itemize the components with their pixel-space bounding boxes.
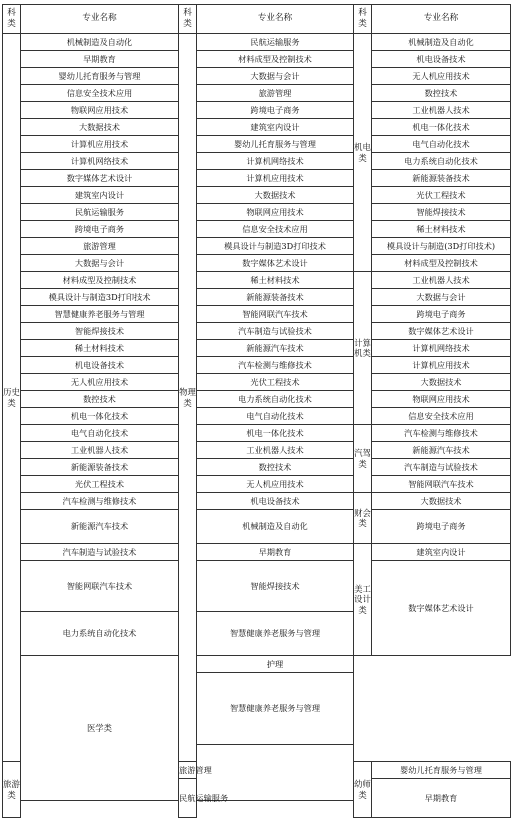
table-row: [3, 391, 511, 408]
category-cell: 计算机类: [354, 272, 372, 425]
major-name-cell: 汽车检测与维修技术: [21, 493, 179, 510]
major-name-cell: 机械制造及自动化: [197, 510, 354, 544]
major-table: [2, 4, 511, 835]
major-name-cell: 无人机应用技术: [21, 374, 179, 391]
major-name-cell: 跨境电子商务: [372, 306, 511, 323]
major-name-cell: 大数据技术: [197, 187, 354, 204]
header-major-name: 专业名称: [197, 5, 354, 34]
major-name-cell: 机电设备技术: [21, 357, 179, 374]
table-row: [3, 51, 511, 68]
major-name-cell: 旅游管理: [21, 238, 179, 255]
major-name-cell: 智慧健康养老服务与管理: [197, 612, 354, 656]
major-name-cell: 建筑室内设计: [372, 544, 511, 561]
major-name-cell: 光伏工程技术: [372, 187, 511, 204]
major-name-cell: 新能源汽车技术: [197, 340, 354, 357]
major-name-cell: 工业机器人技术: [21, 442, 179, 459]
table-row: [3, 374, 511, 391]
header-category: 科类: [179, 5, 197, 34]
category-cell: 旅游类: [3, 762, 21, 818]
major-name-cell: 跨境电子商务: [21, 221, 179, 238]
major-name-cell: 数控技术: [372, 85, 511, 102]
major-name-cell: 智慧健康养老服务与管理: [197, 673, 354, 745]
major-name-cell: 早期教育: [21, 51, 179, 68]
major-name-cell: 新能源汽车技术: [21, 510, 179, 544]
major-name-cell: 婴幼儿托育服务与管理: [372, 762, 511, 779]
major-name-cell: 电力系统自动化技术: [197, 391, 354, 408]
table-row: [3, 818, 511, 835]
header-major-name: 专业名称: [21, 5, 179, 34]
major-name-cell: 材料成型及控制技术: [197, 51, 354, 68]
table-row: [3, 442, 511, 459]
major-name-cell: 信息安全技术应用: [21, 85, 179, 102]
major-name-cell: 大数据技术: [372, 493, 511, 510]
major-name-cell: 民航运输服务: [21, 204, 179, 221]
major-name-cell: 数字媒体艺术设计: [372, 561, 511, 656]
table-row: [3, 510, 511, 527]
major-name-cell: 智慧健康养老服务与管理: [21, 306, 179, 323]
header-category: 科类: [354, 5, 372, 34]
major-name-cell: 大数据技术: [21, 119, 179, 136]
table-row: [3, 306, 511, 323]
major-name-cell: 大数据技术: [372, 374, 511, 391]
category-cell: 汽驾类: [354, 425, 372, 493]
major-name-cell: 计算机网络技术: [372, 340, 511, 357]
major-name-cell: 智能网联汽车技术: [372, 476, 511, 493]
table-row: [3, 544, 511, 561]
major-name-cell: 电力系统自动化技术: [372, 153, 511, 170]
table-row: [3, 68, 511, 85]
major-name-cell: 汽车制造与试验技术: [197, 323, 354, 340]
major-name-cell: 大数据与会计: [21, 255, 179, 272]
major-name-cell: 跨境电子商务: [197, 102, 354, 119]
major-name-cell: 模具设计与制造(3D打印技术): [372, 238, 511, 255]
table-row: [3, 425, 511, 442]
major-name-cell: 智能网联汽车技术: [21, 561, 179, 612]
table-row: [3, 476, 511, 493]
major-name-cell: 物联网应用技术: [197, 204, 354, 221]
major-name-cell: 汽车检测与维修技术: [197, 357, 354, 374]
category-cell: 医学类: [21, 656, 179, 801]
major-name-cell: 光伏工程技术: [21, 476, 179, 493]
table-row: [3, 289, 511, 306]
category-cell: 幼师类: [354, 762, 372, 818]
major-name-cell: 智能焊接技术: [21, 323, 179, 340]
major-name-cell: 光伏工程技术: [197, 374, 354, 391]
major-name-cell: 计算机网络技术: [21, 153, 179, 170]
major-name-cell: 智能网联汽车技术: [197, 306, 354, 323]
major-name-cell: 旅游管理: [197, 85, 354, 102]
major-name-cell: 无人机应用技术: [197, 476, 354, 493]
major-name-cell: 数字媒体艺术设计: [197, 255, 354, 272]
major-name-cell: 电力系统自动化技术: [21, 612, 179, 656]
table-row: [3, 357, 511, 374]
table-row: [3, 204, 511, 221]
major-name-cell: 数控技术: [21, 391, 179, 408]
major-name-cell: 汽车检测与维修技术: [372, 425, 511, 442]
major-name-cell: 婴幼儿托育服务与管理: [197, 136, 354, 153]
table-row: [3, 493, 511, 510]
major-name-cell: 工业机器人技术: [372, 102, 511, 119]
major-name-cell: 计算机应用技术: [21, 136, 179, 153]
major-name-cell: 稀土材料技术: [372, 221, 511, 238]
major-name-cell: 信息安全技术应用: [372, 408, 511, 425]
major-name-cell: 稀土材料技术: [197, 272, 354, 289]
table-row: [3, 187, 511, 204]
major-name-cell: 电气自动化技术: [21, 425, 179, 442]
table-row: [3, 561, 511, 578]
major-name-cell: 新能源装备技术: [197, 289, 354, 306]
major-name-cell: 机电设备技术: [197, 493, 354, 510]
major-name-cell: 早期教育: [197, 544, 354, 561]
category-cell: 机电类: [354, 34, 372, 272]
table-row: [3, 136, 511, 153]
major-name-cell: 机电一体化技术: [197, 425, 354, 442]
header-category: 科类: [3, 5, 21, 34]
table-row: [3, 459, 511, 476]
major-name-cell: 计算机应用技术: [197, 170, 354, 187]
major-name-cell: 模具设计与制造3D打印技术: [21, 289, 179, 306]
major-name-cell: 新能源装备技术: [21, 459, 179, 476]
major-name-cell: 机电设备技术: [372, 51, 511, 68]
major-name-cell: 跨境电子商务: [372, 510, 511, 544]
major-name-cell: 建筑室内设计: [21, 187, 179, 204]
major-name-cell: 机械制造及自动化: [372, 34, 511, 51]
major-name-cell: 民航运输服务: [197, 34, 354, 51]
table-row: [3, 408, 511, 425]
major-name-cell: 物联网应用技术: [372, 391, 511, 408]
major-name-cell: 信息安全技术应用: [197, 221, 354, 238]
category-cell: 物理类: [179, 34, 197, 762]
table-row: [3, 102, 511, 119]
table-row: [3, 119, 511, 136]
table-row: [3, 340, 511, 357]
table-row: [3, 153, 511, 170]
category-cell: 美工设计类: [354, 544, 372, 656]
major-name-cell: 数控技术: [197, 459, 354, 476]
major-name-cell: 电气自动化技术: [197, 408, 354, 425]
major-name-cell: 大数据与会计: [372, 289, 511, 306]
major-name-cell: 电气自动化技术: [372, 136, 511, 153]
table-row: [3, 170, 511, 187]
major-name-cell: 计算机网络技术: [197, 153, 354, 170]
table-row: [3, 221, 511, 238]
major-name-cell: 材料成型及控制技术: [372, 255, 511, 272]
category-cell: 历史类: [3, 34, 21, 762]
major-name-cell: 材料成型及控制技术: [21, 272, 179, 289]
major-name-cell: 机电一体化技术: [372, 119, 511, 136]
major-name-cell: 数字媒体艺术设计: [21, 170, 179, 187]
table-row: [3, 272, 511, 289]
major-name-cell: 数字媒体艺术设计: [372, 323, 511, 340]
major-name-cell: 建筑室内设计: [197, 119, 354, 136]
table-row: [3, 656, 511, 673]
major-name-cell: 智能焊接技术: [197, 561, 354, 612]
header-row: [3, 5, 511, 34]
major-name-cell: 护理: [197, 656, 354, 673]
major-name-cell: 机电一体化技术: [21, 408, 179, 425]
category-cell: 财会类: [354, 493, 372, 544]
major-name-cell: 智能焊接技术: [372, 204, 511, 221]
major-name-cell: 汽车制造与试验技术: [372, 459, 511, 476]
major-name-cell: 新能源汽车技术: [372, 442, 511, 459]
major-name-cell: 模具设计与制造3D打印技术: [197, 238, 354, 255]
major-name-cell: 婴幼儿托育服务与管理: [21, 68, 179, 85]
major-name-cell: 机械制造及自动化: [21, 34, 179, 51]
table-row: [3, 238, 511, 255]
major-name-cell: 稀土材料技术: [21, 340, 179, 357]
header-major-name: 专业名称: [372, 5, 511, 34]
major-name-cell: 大数据与会计: [197, 68, 354, 85]
major-name-cell: 旅游管理: [179, 762, 197, 779]
major-name-cell: 新能源装备技术: [372, 170, 511, 187]
major-name-cell: 早期教育: [372, 779, 511, 818]
major-name-cell: 无人机应用技术: [372, 68, 511, 85]
major-name-cell: 汽车制造与试验技术: [21, 544, 179, 561]
major-name-cell: 计算机应用技术: [372, 357, 511, 374]
table-row: [3, 34, 511, 51]
major-name-cell: 工业机器人技术: [372, 272, 511, 289]
major-name-cell: 民航运输服务: [179, 779, 197, 818]
table-row: [3, 85, 511, 102]
major-name-cell: 工业机器人技术: [197, 442, 354, 459]
table-row: [3, 323, 511, 340]
table-row: [3, 255, 511, 272]
major-name-cell: 物联网应用技术: [21, 102, 179, 119]
